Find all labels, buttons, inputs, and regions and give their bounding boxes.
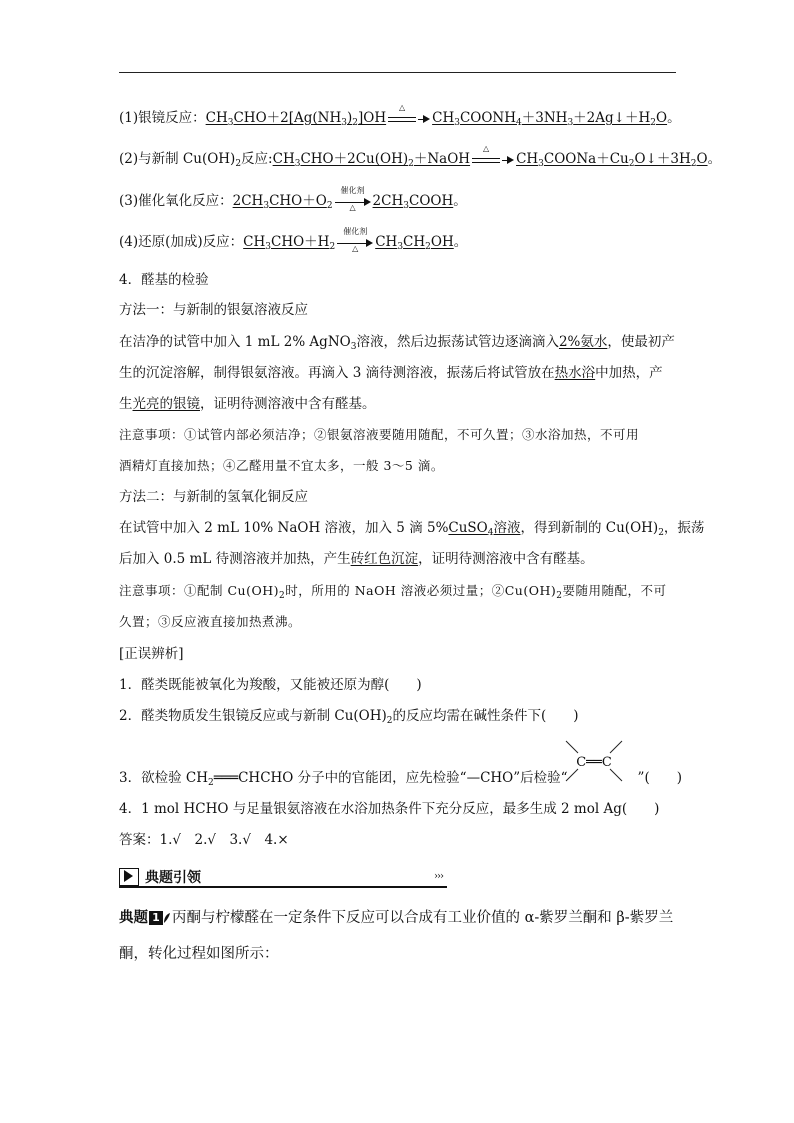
reaction-1-equation: $CH_3CHO+2[Ag(NH_3)_2]OH$ △ $CH_3COONH_4+3NH_3+2Ag↓+H_2O$ <box>205 102 668 128</box>
method-2-line-2: 后加入 0.5 mL 待测溶液并加热，产生砖红色沉淀，证明待测溶液中含有醛基。 <box>119 551 594 567</box>
judge-question-2: 2．醛类物质发生银镜反应或与新制 $Cu(OH)_2$的反应均需在碱性条件下( ) <box>119 708 579 726</box>
reaction-2: (2)与新制 $Cu(OH)_2$反应$:CH_3CHO+2Cu(OH)_2+NaOH$ △ $CH_3COONa+Cu_2O↓+3H_2O$。 <box>119 143 722 169</box>
judge-question-3: 3．欲检验 $CH_2═══CHCHO$ 分子中的官能团，应先检验“—CHO”后检验“ ”( ) <box>119 770 682 788</box>
method-2-title: 方法二：与新制的氢氧化铜反应 <box>119 489 308 505</box>
reaction-4-equation: $CH_3CHO+H_2$ 催化剂 △ $CH_3CH_2OH$ <box>243 226 454 253</box>
judge-question-4: 4．1 mol HCHO 与足量银氨溶液在水浴加热条件下充分反应，最多生成 2 mol Ag( ) <box>119 801 660 817</box>
method-2-note-1: 注意事项：①配制 $Cu(OH)_2$时，所用的 NaOH 溶液必须过量；$②Cu(OH)_2$要随用随配，不可 <box>119 583 667 601</box>
judge-answer: 答案：1.√ 2.√ 3.√ 4.× <box>119 832 289 848</box>
method-2-line-1: 在试管中加入 2 mL 10% NaOH 溶液，加入 5 滴 5%CuSO$_4$溶液，得到新制的 $Cu(OH)_2$，振荡 <box>119 520 705 538</box>
reaction-3: (3)催化氧化反应：$2CH_3CHO+O_2$ 催化剂 △ $2CH_3COOH$。 <box>119 185 467 212</box>
method-1-note-1: 注意事项：①试管内部必须洁净；②银氨溶液要随用随配，不可久置；③水浴加热，不可用 <box>119 427 640 442</box>
example-line-2: 酮，转化过程如图所示： <box>119 946 279 962</box>
section-banner <box>119 866 447 888</box>
equals-sign: △ <box>470 153 502 167</box>
example-line-1: 典题 1 丙酮与柠檬醛在一定条件下反应可以合成有工业价值的 α-紫罗兰酮和 β-紫罗兰 <box>119 909 674 926</box>
section-heading-4: 4．醛基的检验 <box>119 272 209 288</box>
catalyst-arrow-icon: 催化剂 △ <box>333 195 373 209</box>
reaction-4: (4)还原(加成)反应：$CH_3CHO+H_2$ 催化剂 △ $CH_3CH_2OH$。 <box>119 226 468 253</box>
reaction-3-equation: $2CH_3CHO+O_2$ 催化剂 △ $2CH_3COOH$ <box>232 185 454 212</box>
catalyst-arrow-icon: 催化剂 △ <box>335 236 375 250</box>
equals-sign: △ <box>386 112 418 126</box>
reaction-2-equation: $CH_3CHO+2Cu(OH)_2+NaOH$ △ $CH_3COONa+Cu_2O↓+3H_2O$ <box>272 143 708 169</box>
example-number-badge: 1 <box>149 911 163 925</box>
arrow-icon <box>418 112 432 126</box>
method-2-note-2: 久置；③反应液直接加热煮沸。 <box>119 614 302 629</box>
alkene-structure-label: C══C <box>576 755 612 770</box>
header-rule <box>119 72 676 73</box>
judge-question-1: 1．醛类既能被氧化为羧酸，又能被还原为醇( ) <box>119 677 422 693</box>
method-1-line-3: 生光亮的银镜，证明待测溶液中含有醛基。 <box>119 396 376 412</box>
judge-title: [正误辨析] <box>119 646 184 662</box>
method-1-title: 方法一：与新制的银氨溶液反应 <box>119 302 308 318</box>
chevrons-icon: ››› <box>434 871 443 882</box>
method-1-note-2: 酒精灯直接加热；④乙醛用量不宜太多，一般 3～5 滴。 <box>119 458 444 473</box>
method-1-line-1: 在洁净的试管中加入 1 mL 2% AgNO$_3$溶液，然后边振荡试管边逐滴滴入2%氨水，使最初产 <box>119 334 675 352</box>
leaf-icon <box>163 912 171 924</box>
arrow-icon <box>502 153 516 167</box>
section-title: 典题引领 <box>145 870 201 886</box>
reaction-1: (1)银镜反应：$CH_3CHO+2[Ag(NH_3)_2]OH$ △ $CH_3COONH_4+3NH_3+2Ag↓+H_2O$。 <box>119 102 681 128</box>
method-1-line-2: 生的沉淀溶解，制得银氨溶液。再滴入 3 滴待测溶液，振荡后将试管放在热水浴中加热，产 <box>119 365 663 381</box>
